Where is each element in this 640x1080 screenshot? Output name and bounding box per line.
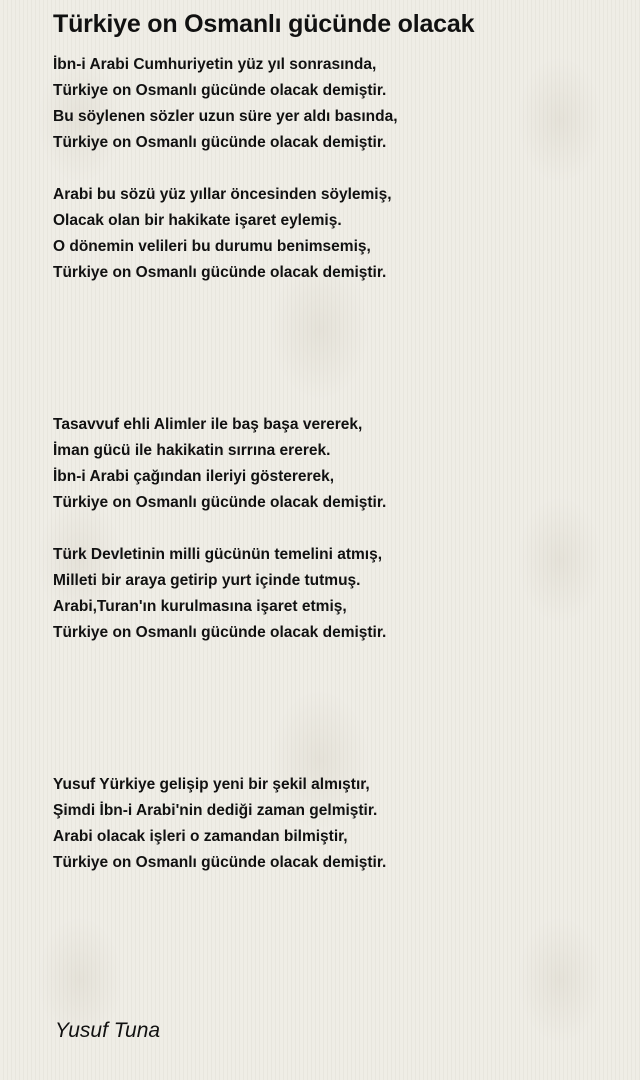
poem-line: Yusuf Yürkiye gelişip yeni bir şekil almıştır, — [53, 776, 370, 793]
poem-line: Arabi bu sözü yüz yıllar öncesinden söylemiş, — [53, 186, 392, 203]
poem-line: Türkiye on Osmanlı gücünde olacak demiştir. — [53, 854, 387, 871]
poem-line: Arabi,Turan'ın kurulmasına işaret etmiş, — [53, 598, 347, 615]
stanza — [53, 182, 392, 286]
poem-line: Milleti bir araya getirip yurt içinde tutmuş. — [53, 572, 361, 589]
poem-line: Tasavvuf ehli Alimler ile baş başa vererek, — [53, 416, 363, 433]
poem-line: O dönemin velileri bu durumu benimsemiş, — [53, 238, 371, 255]
poem-line: Bu söylenen sözler uzun süre yer aldı basında, — [53, 108, 398, 125]
poem-title: Türkiye on Osmanlı gücünde olacak — [53, 10, 475, 38]
poem-line: Türkiye on Osmanlı gücünde olacak demiştir. — [53, 624, 387, 641]
stanza — [53, 542, 386, 646]
poem-line: İbn-i Arabi çağından ileriyi göstererek, — [53, 468, 335, 485]
poem-line: Şimdi İbn-i Arabi'nin dediği zaman gelmiştir. — [53, 802, 378, 819]
poem-line: Türk Devletinin milli gücünün temelini atmış, — [53, 546, 382, 563]
poem-line: Türkiye on Osmanlı gücünde olacak demiştir. — [53, 494, 387, 511]
stanza — [53, 412, 386, 516]
poem-line: Türkiye on Osmanlı gücünde olacak demiştir. — [53, 264, 387, 281]
stanza — [53, 772, 386, 876]
poem-line: Arabi olacak işleri o zamandan bilmiştir, — [53, 828, 348, 845]
poem-line: Türkiye on Osmanlı gücünde olacak demiştir. — [53, 82, 387, 99]
poem-line: Türkiye on Osmanlı gücünde olacak demiştir. — [53, 134, 387, 151]
poem-line: Olacak olan bir hakikate işaret eylemiş. — [53, 212, 342, 229]
stanza — [53, 52, 398, 156]
poem-author: Yusuf Tuna — [55, 1019, 161, 1042]
poem-line: İman gücü ile hakikatin sırrına ererek. — [53, 442, 331, 459]
poem-line: İbn-i Arabi Cumhuriyetin yüz yıl sonrasında, — [53, 56, 377, 73]
